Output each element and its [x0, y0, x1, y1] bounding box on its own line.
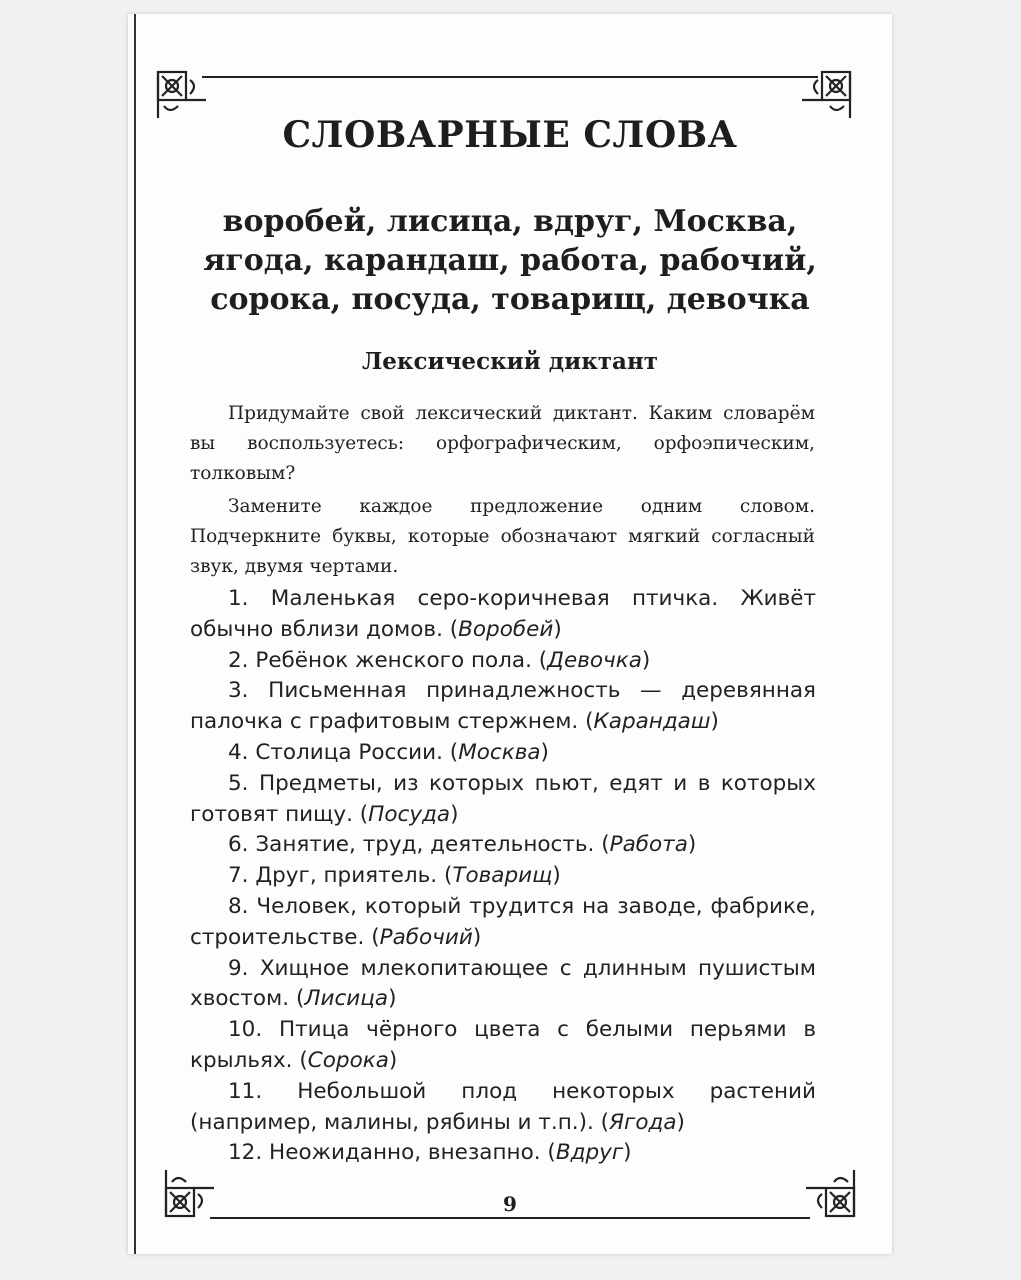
list-item: 11. Небольшой плод некоторых растений (например, малины, рябины и т.п.). (Ягода) [190, 1078, 816, 1135]
list-item: 7. Друг, приятель. (Товарищ) [228, 863, 561, 889]
page-spine-line [134, 14, 136, 1254]
item-number: 3. [228, 678, 249, 704]
item-answer: Карандаш [593, 709, 711, 735]
item-text: Письменная принадлежность — деревянная палочка с графитовым стержнем. [190, 678, 816, 735]
item-answer: Сорока [307, 1047, 389, 1073]
list-item: 4. Столица России. (Москва) [228, 739, 549, 765]
item-text: Занятие, труд, деятельность. [255, 832, 595, 858]
item-text: Небольшой плод некоторых растений (например, малины, рябины и т.п.). [190, 1078, 816, 1135]
item-answer: Ягода [609, 1109, 677, 1135]
list-item: 2. Ребёнок женского пола. (Девочка) [228, 647, 651, 673]
item-number: 5. [228, 770, 249, 796]
item-answer: Девочка [547, 647, 642, 673]
list-item: 5. Предметы, из которых пьют, едят и в которых готовят пищу. (Посуда) [190, 770, 816, 827]
list-item: 1. Маленькая серо-коричневая птичка. Живёт обычно вблизи домов. (Воробей) [190, 586, 816, 642]
vocabulary-line: ягода, карандаш, работа, рабочий, [203, 243, 817, 278]
item-answer: Работа [609, 832, 688, 858]
list-item: 10. Птица чёрного цвета с белыми перьями в крыльях. (Сорока) [190, 1017, 816, 1073]
item-answer: Рабочий [379, 924, 473, 950]
item-answer: Лисица [304, 986, 389, 1012]
item-number: 2. [228, 647, 249, 673]
book-page [128, 14, 892, 1254]
item-number: 12. [228, 1140, 263, 1166]
top-border-rule [202, 76, 818, 78]
item-text: Человек, который трудится на заводе, фабрике, строительстве. [190, 893, 816, 950]
item-number: 8. [228, 893, 249, 919]
item-number: 9. [228, 955, 249, 981]
list-item: 9. Хищное млекопитающее с длинным пушистым хвостом. (Лисица) [190, 955, 816, 1012]
instruction-paragraph: Придумайте свой лексический диктант. Каким словарём вы воспользуетесь: орфографическим, орфоэпическим, толковым? [190, 403, 815, 484]
item-text: Друг, приятель. [255, 863, 438, 889]
list-item: 6. Занятие, труд, деятельность. (Работа) [228, 832, 697, 858]
instruction-paragraph: Замените каждое предложение одним словом. Подчеркните буквы, которые обозначают мягкий согласный звук, двумя чертами. [190, 496, 815, 577]
page-number: 9 [503, 1192, 517, 1216]
item-answer: Товарищ [452, 863, 553, 889]
bottom-border-rule [210, 1217, 810, 1219]
item-number: 7. [228, 863, 249, 889]
item-text: Столица России. [255, 739, 443, 765]
item-number: 11. [228, 1078, 263, 1104]
item-text: Маленькая серо-коричневая птичка. Живёт обычно вблизи домов. [190, 586, 816, 642]
item-text: Ребёнок женского пола. [255, 647, 532, 673]
item-answer: Вдруг [555, 1140, 624, 1166]
vocabulary-line: воробей, лисица, вдруг, Москва, [222, 204, 798, 239]
item-text: Птица чёрного цвета с белыми перьями в крыльях. [190, 1017, 816, 1073]
item-answer: Москва [458, 739, 541, 765]
item-number: 10. [228, 1017, 263, 1043]
section-title: Лексический диктант [361, 348, 659, 375]
item-number: 6. [228, 832, 249, 858]
item-number: 4. [228, 739, 249, 765]
item-answer: Посуда [368, 801, 451, 827]
vocabulary-line: сорока, посуда, товарищ, девочка [210, 282, 810, 317]
item-text: Хищное млекопитающее с длинным пушистым хвостом. [190, 955, 816, 1012]
list-item: 8. Человек, который трудится на заводе, фабрике, строительстве. (Рабочий) [190, 893, 816, 950]
dictation-list [190, 584, 816, 1169]
vocabulary-words [128, 202, 892, 319]
list-item: 3. Письменная принадлежность — деревянная палочка с графитовым стержнем. (Карандаш) [190, 678, 816, 735]
page-title: СЛОВАРНЫЕ СЛОВА [282, 114, 738, 156]
item-answer: Воробей [458, 616, 554, 642]
item-number: 1. [228, 586, 249, 611]
list-item: 12. Неожиданно, внезапно. (Вдруг) [228, 1140, 632, 1166]
item-text: Неожиданно, внезапно. [269, 1140, 541, 1166]
item-text: Предметы, из которых пьют, едят и в которых готовят пищу. [190, 770, 816, 827]
